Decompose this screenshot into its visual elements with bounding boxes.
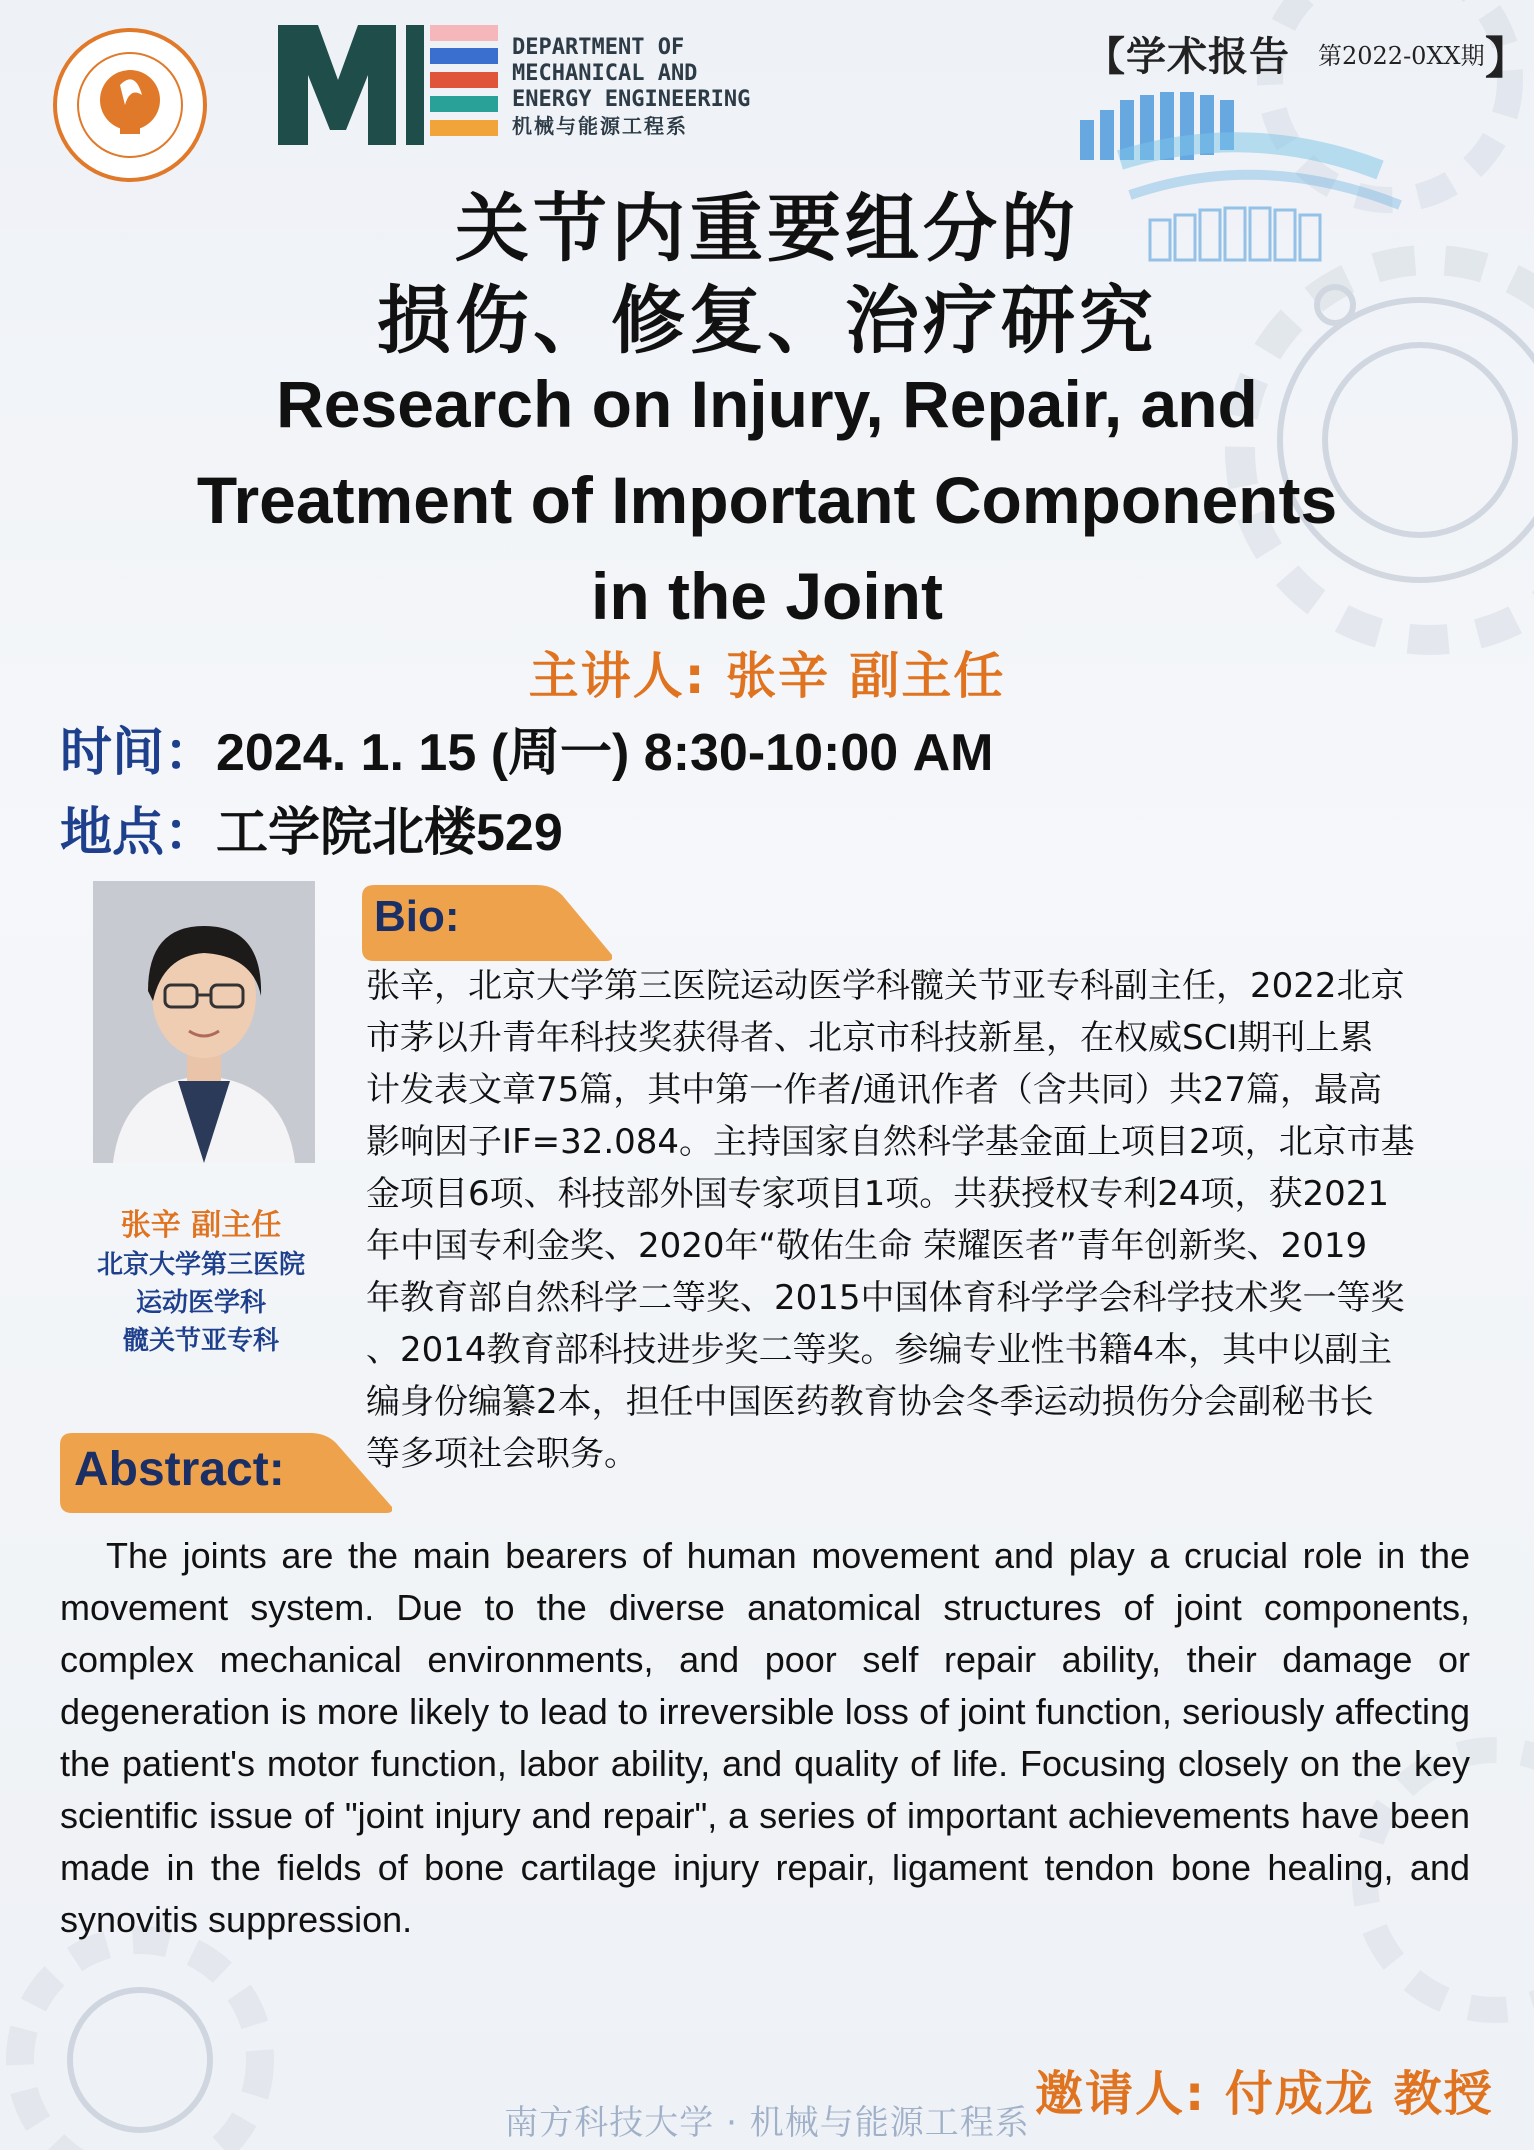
- inviter: 邀请人: 付成龙 教授: [1035, 2066, 1494, 2122]
- bio-line: 编身份编纂2本，担任中国医药教育协会冬季运动损伤分会副秘书长: [366, 1382, 1374, 1422]
- abstract-heading: Abstract:: [74, 1443, 285, 1496]
- series-label: 【学术报告: [1085, 34, 1290, 80]
- speaker-photo: [93, 881, 315, 1163]
- dept-cn: 机械与能源工程系: [512, 114, 688, 138]
- dept-en-line2: MECHANICAL AND: [512, 61, 698, 86]
- time-value: 2024. 1. 15 (周一) 8:30-10:00 AM: [216, 724, 994, 782]
- photo-caption: [70, 1200, 332, 1358]
- bio-line: 等多项社会职务。: [366, 1434, 638, 1474]
- bio-line: 计发表文章75篇，其中第一作者/通讯作者（含共同）共27篇，最高: [366, 1070, 1382, 1110]
- me-department-logo: [278, 20, 498, 150]
- time-label: 时间：: [60, 723, 217, 783]
- bio-line: 年教育部自然科学二等奖、2015中国体育科学学会科学技术奖一等奖: [366, 1278, 1405, 1318]
- place-label: 地点：: [60, 803, 217, 863]
- title-cn-line2: 损伤、修复、治疗研究: [377, 278, 1157, 364]
- bio-line: 张辛，北京大学第三医院运动医学科髋关节亚专科副主任，2022北京: [366, 966, 1405, 1006]
- title-en-line3: in the Joint: [591, 559, 943, 633]
- footer-text: 南方科技大学 · 机械与能源工程系: [504, 2103, 1030, 2143]
- title-cn-line1: 关节内重要组分的: [455, 186, 1079, 272]
- bio-line: 金项目6项、科技部外国专家项目1项。共获授权专利24项，获2021: [366, 1174, 1390, 1214]
- place-value: 工学院北楼529: [216, 804, 563, 862]
- bio-line: 、2014教育部科技进步奖二等奖。参编专业性书籍4本，其中以副主: [366, 1330, 1393, 1370]
- department-name: [512, 35, 750, 139]
- dept-en-line1: DEPARTMENT OF: [512, 35, 685, 60]
- title-en-line1: Research on Injury, Repair, and: [276, 367, 1258, 441]
- bio-line: 年中国专利金奖、2020年“敬佑生命 荣耀医者”青年创新奖、2019: [366, 1226, 1368, 1266]
- series-bracket-close: 】: [1485, 33, 1529, 84]
- bio-line: 市茅以升青年科技奖获得者、北京市科技新星，在权威SCI期刊上累: [366, 1018, 1374, 1058]
- bio-text: [366, 960, 1456, 1480]
- abstract-text: The joints are the main bearers of human movement and play a crucial role in the movement system. Due to the diverse anatomical structures of joint components, complex mechanical environments, and poor self repair ability, their damage or degeneration is more likely to lead to irreversible loss of joint function, seriously affecting the patient's motor function, labor ability, and quality of life. Focusing closely on the key scientific issue of "joint injury and repair", a series of important achievements have been made in the fields of bone cartilage injury repair, ligament tendon bone healing, and synovitis suppression.: [60, 1535, 1470, 1940]
- speaker-portrait-image: [93, 881, 315, 1163]
- bio-line: 影响因子IF=32.084。主持国家自然科学基金面上项目2项，北京市基: [366, 1122, 1415, 1162]
- dept-en-line3: ENERGY ENGINEERING: [512, 87, 751, 112]
- speaker: 主讲人: 张辛 副主任: [528, 647, 1006, 705]
- bio-heading: Bio:: [374, 892, 460, 941]
- issue-number: 第2022-0XX期: [1318, 42, 1485, 70]
- time-row: [60, 710, 993, 785]
- place-row: [60, 790, 563, 865]
- university-seal-logo: [50, 25, 210, 185]
- caption-org-line1: 北京大学第三医院: [96, 1250, 305, 1280]
- caption-name: 张辛 副主任: [120, 1208, 282, 1243]
- caption-org-line2: 运动医学科: [135, 1288, 266, 1318]
- title-en-line2: Treatment of Important Components: [196, 463, 1338, 537]
- caption-org-line3: 髋关节亚专科: [122, 1326, 279, 1356]
